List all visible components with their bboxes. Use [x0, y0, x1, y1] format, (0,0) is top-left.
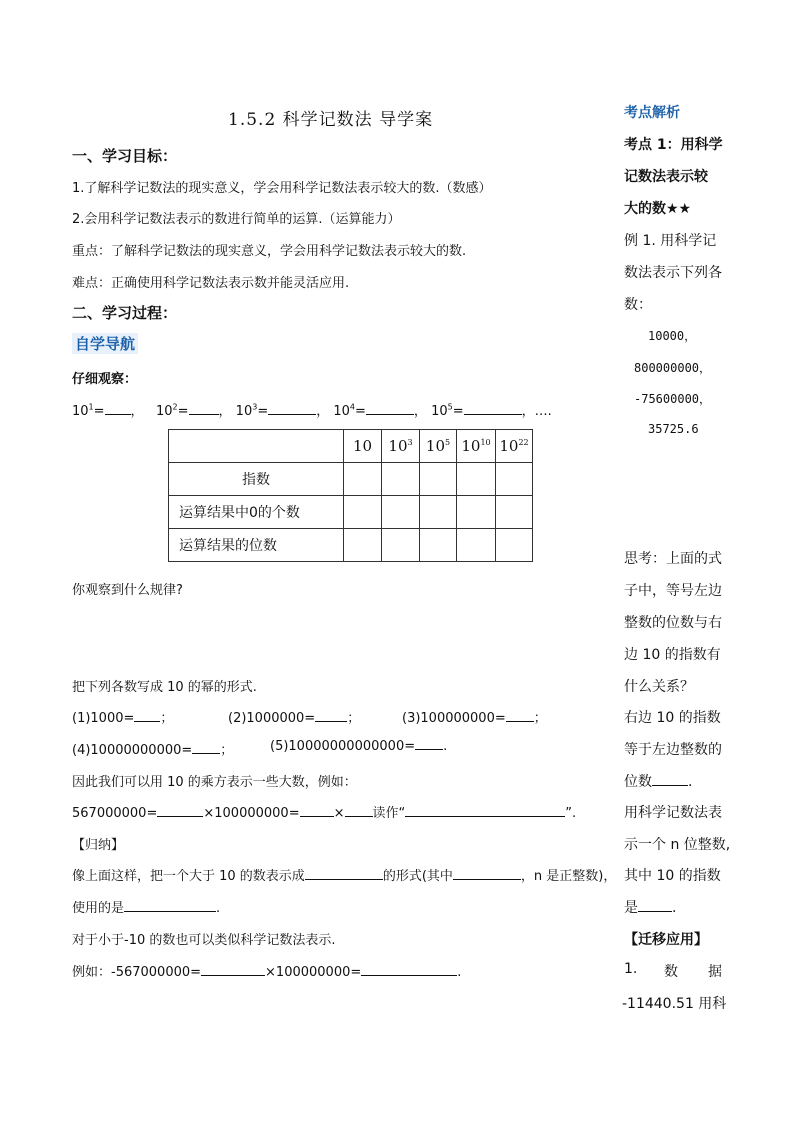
table-header-cell: $10^5$: [420, 430, 457, 463]
table-cell[interactable]: [344, 529, 382, 562]
blank-answer-digits[interactable]: [652, 784, 688, 786]
table-header-cell: $10^{22}$: [496, 430, 533, 463]
rule-line: 是 .: [624, 900, 677, 916]
blank-summary-method[interactable]: [124, 910, 216, 912]
table-header-cell: $10^{10}$: [457, 430, 496, 463]
powers-line: $10^1=$ ， $10^2=$ ， $10^3=$ ， $10^4=$ ， $10^5=$ ，….: [72, 402, 552, 419]
exponent-table: [168, 429, 533, 562]
power-10-4: $10^4=$: [333, 402, 366, 419]
table-cell[interactable]: [420, 463, 457, 496]
power-10-5: $10^5=$: [431, 402, 464, 419]
blank-example-coefficient[interactable]: [157, 815, 203, 817]
table-corner-cell: [169, 430, 344, 463]
example-line: 567000000= ×100000000= × 读作“ ”.: [72, 806, 577, 821]
app-line-word: 据: [708, 964, 722, 980]
sidebar-heading: 考点解析: [624, 105, 680, 121]
app-line: -11440.51 用科: [622, 996, 727, 1012]
small-numbers-note: 对于小于-10 的数也可以类似科学记数法表示.: [72, 933, 336, 948]
observe-label: 仔细观察：: [72, 372, 138, 387]
table-row-label: 运算结果的位数: [169, 529, 344, 562]
answer-line: 等于左边整数的: [624, 742, 722, 758]
table-row-label: 运算结果中0的个数: [169, 496, 344, 529]
point1-line: 记数法表示较: [624, 169, 708, 185]
table-cell[interactable]: [382, 529, 420, 562]
blank-exercise-2[interactable]: [315, 720, 347, 722]
key-point: 重点：了解科学记数法的现实意义，学会用科学记数法表示较大的数.: [72, 244, 467, 259]
app-line-num: 1.: [624, 961, 638, 977]
table-cell[interactable]: [457, 529, 496, 562]
think-line: 边 10 的指数有: [624, 647, 721, 663]
blank-power-1[interactable]: [105, 413, 131, 415]
exercise-3: (3)100000000= ；: [402, 711, 547, 726]
blank-summary-range[interactable]: [453, 878, 521, 880]
example-number: 10000，: [648, 329, 697, 343]
table-cell[interactable]: [457, 463, 496, 496]
think-line: 思考：上面的式: [624, 551, 722, 567]
negative-example: 例如：-567000000= ×100000000= .: [72, 965, 462, 980]
section-process-heading: 二、学习过程：: [72, 304, 178, 322]
table-header-cell: $10^3$: [382, 430, 420, 463]
therefore-text: 因此我们可以用 10 的乘方表示一些大数，例如：: [72, 775, 357, 790]
example1-line: 数：: [624, 297, 652, 313]
think-line: 子中，等号左边: [624, 583, 722, 599]
summary-line-2: 使用的是 .: [72, 901, 221, 916]
example-number: 800000000，: [634, 361, 712, 375]
table-cell[interactable]: [420, 529, 457, 562]
summary-heading: 【归纳】: [72, 838, 125, 853]
table-cell[interactable]: [344, 463, 382, 496]
blank-power-4[interactable]: [366, 413, 414, 415]
page-title: 1.5.2 科学记数法 导学案: [228, 110, 434, 130]
blank-power-3[interactable]: [268, 413, 316, 415]
goal-1: 1.了解科学记数法的现实意义，学会用科学记数法表示较大的数.（数感）: [72, 181, 492, 196]
table-cell[interactable]: [496, 529, 533, 562]
table-row: [169, 529, 533, 562]
example-number: 35725.6: [648, 422, 699, 436]
observe-question: 你观察到什么规律?: [72, 583, 183, 598]
transfer-heading: 【迁移应用】: [624, 932, 708, 948]
table-cell[interactable]: [420, 496, 457, 529]
point1-line: 考点 1：用科学: [624, 137, 723, 153]
example1-line: 数法表示下列各: [624, 265, 722, 281]
table-cell[interactable]: [344, 496, 382, 529]
difficulty-point: 难点：正确使用科学记数法表示数并能灵活应用.: [72, 276, 350, 291]
rule-line: 其中 10 的指数: [624, 868, 721, 884]
exercise-2: (2)1000000= ；: [228, 711, 361, 726]
power-10-1: $10^1=$: [72, 402, 105, 419]
exercise-5: (5)10000000000000= .: [270, 739, 448, 754]
blank-exercise-4[interactable]: [192, 752, 220, 754]
table-cell[interactable]: [382, 463, 420, 496]
blank-rule-exponent[interactable]: [638, 910, 672, 912]
section-objectives-heading: 一、学习目标：: [72, 147, 178, 165]
answer-line: 右边 10 的指数: [624, 710, 721, 726]
table-cell[interactable]: [496, 463, 533, 496]
exercise-1: (1)1000= ；: [72, 711, 174, 726]
blank-negative-coefficient[interactable]: [201, 974, 265, 976]
app-line-word: 数: [664, 964, 678, 980]
table-row: [169, 463, 533, 496]
blank-exercise-5[interactable]: [415, 748, 443, 750]
exercise-4: (4)10000000000= ；: [72, 743, 234, 758]
blank-example-reading[interactable]: [405, 815, 565, 817]
table-header-cell: 10: [344, 430, 382, 463]
power-10-2: $10^2=$: [155, 402, 189, 419]
self-study-nav-label: 自学导航: [72, 333, 138, 354]
goal-2: 2.会用科学记数法表示的数进行简单的运算.（运算能力）: [72, 212, 401, 227]
example-number: -75600000，: [634, 392, 712, 406]
blank-power-5[interactable]: [464, 413, 522, 415]
table-row-label: 指数: [169, 463, 344, 496]
table-cell[interactable]: [457, 496, 496, 529]
rule-line: 用科学记数法表: [624, 805, 722, 821]
blank-exercise-3[interactable]: [506, 720, 534, 722]
blank-negative-result[interactable]: [361, 974, 457, 976]
rule-line: 示一个 n 位整数,: [624, 837, 731, 853]
summary-line-1: 像上面这样，把一个大于 10 的数表示成 的形式(其中 ，n 是正整数)，: [72, 869, 617, 884]
blank-summary-form[interactable]: [305, 878, 383, 880]
write-power-instruction: 把下列各数写成 10 的幂的形式.: [72, 680, 257, 695]
blank-power-2[interactable]: [189, 413, 219, 415]
power-10-3: $10^3=$: [235, 402, 269, 419]
blank-exercise-1[interactable]: [134, 720, 160, 722]
table-cell[interactable]: [496, 496, 533, 529]
blank-example-coefficient-2[interactable]: [300, 815, 334, 817]
think-line: 什么关系？: [624, 679, 694, 695]
table-cell[interactable]: [382, 496, 420, 529]
table-row: [169, 496, 533, 529]
think-line: 整数的位数与右: [624, 615, 722, 631]
answer-line: 位数 .: [624, 774, 693, 790]
blank-example-power[interactable]: [345, 815, 373, 817]
example1-line: 例 1. 用科学记: [624, 233, 717, 249]
point1-line: 大的数★★: [624, 201, 692, 217]
table-header-row: [169, 430, 533, 463]
